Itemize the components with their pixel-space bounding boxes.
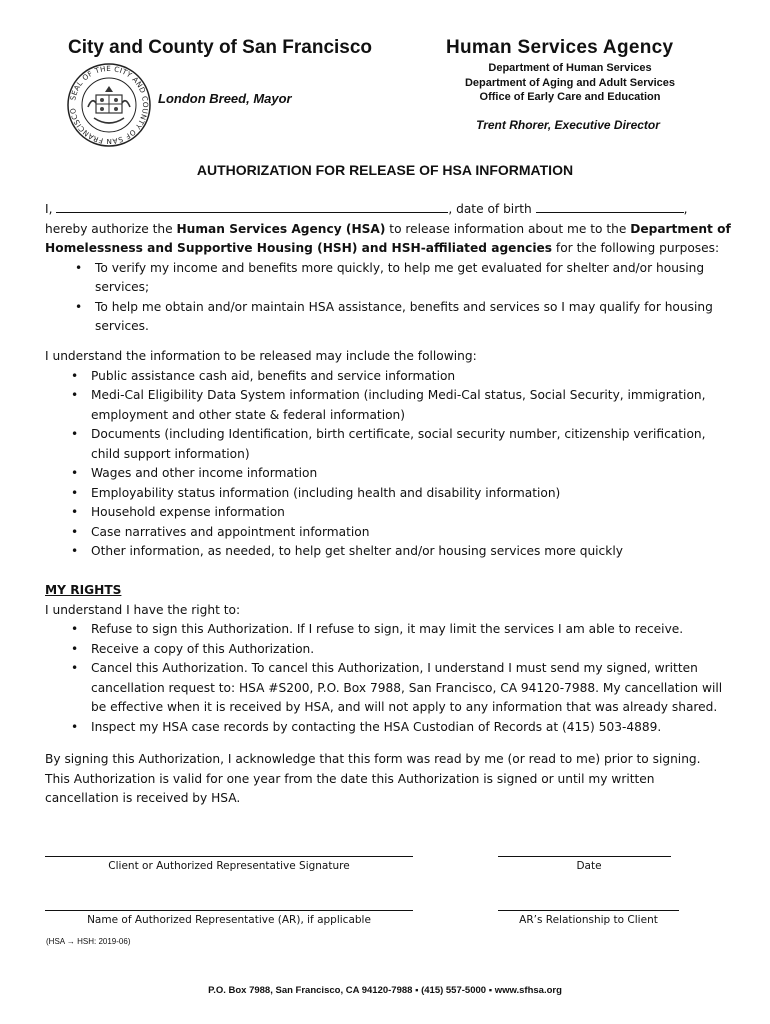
recipient-line xyxy=(45,239,735,259)
seal-text: SEAL OF THE CITY AND COUNTY OF SAN FRANCISCO xyxy=(68,63,151,147)
list-item: • Medi-Cal Eligibility Data System information (including Medi-Cal status, Social Security, immigration, employment and other state & federal information) xyxy=(91,386,727,425)
city-title: City and County of San Francisco xyxy=(68,37,373,58)
rights-list xyxy=(91,620,727,737)
purpose-list xyxy=(95,259,725,337)
list-item: • Case narratives and appointment information xyxy=(91,523,727,543)
ar-name-field[interactable] xyxy=(45,910,413,911)
acknowledgement-text: By signing this Authorization, I acknowledge that this form was read by me (or read to me) prior to signing. This Authorization is valid for one year from the date this Authorization is signed or until my written cancellation is received by HSA. xyxy=(45,752,701,805)
date-label: Date xyxy=(576,860,602,872)
rights-section xyxy=(45,581,735,737)
city-seal-icon xyxy=(66,62,152,148)
info-section xyxy=(45,347,735,562)
date-of-birth-field[interactable] xyxy=(536,200,684,213)
list-item: • Other information, as needed, to help get shelter and/or housing services more quickly xyxy=(91,542,727,562)
intro-text: for the following purposes: xyxy=(552,241,720,255)
date-field[interactable] xyxy=(498,856,671,857)
intro-text: hereby authorize the xyxy=(45,221,177,236)
list-item: • Inspect my HSA case records by contacting the HSA Custodian of Records at (415) 503-4889. xyxy=(91,718,727,738)
ar-name-label: Name of Authorized Representative (AR), if applicable xyxy=(87,914,371,926)
name-dob-line xyxy=(45,200,735,220)
list-item: • Wages and other income information xyxy=(91,464,727,484)
executive-director: Trent Rhorer, Executive Director xyxy=(476,118,660,132)
list-item: • To verify my income and benefits more quickly, to help me get evaluated for shelter and/or housing services; xyxy=(95,259,725,298)
list-item: • To help me obtain and/or maintain HSA assistance, benefits and services so I may qualify for housing services. xyxy=(95,298,725,337)
list-item: • Documents (including Identification, birth certificate, social security number, citizenship verification, child support information) xyxy=(91,425,727,464)
dob-label: , date of birth xyxy=(448,202,532,216)
list-item: • Employability status information (including health and disability information) xyxy=(91,484,727,504)
recipient-agencies: Homelessness and Supportive Housing (HSH) and HSH-affiliated agencies xyxy=(45,241,553,255)
list-item: • Public assistance cash aid, benefits and service information xyxy=(91,367,727,387)
client-signature-label: Client or Authorized Representative Signature xyxy=(108,860,350,872)
list-item: • Refuse to sign this Authorization. If I refuse to sign, it may limit the services I am able to receive. xyxy=(91,620,727,640)
rights-lead: I understand I have the right to: xyxy=(45,602,241,617)
info-lead: I understand the information to be released may include the following: xyxy=(45,349,477,363)
ar-relationship-field[interactable] xyxy=(498,910,679,911)
ar-relationship-label: AR’s Relationship to Client xyxy=(519,914,658,926)
department-line: Department of Aging and Adult Services xyxy=(464,77,676,89)
footer-address: P.O. Box 7988, San Francisco, CA 94120-7988 ▪ (415) 557-5000 ▪ www.sfhsa.org xyxy=(208,985,562,996)
name-field[interactable] xyxy=(56,200,448,213)
list-item: • Receive a copy of this Authorization. xyxy=(91,640,727,660)
form-code: (HSA → HSH: 2019-06) xyxy=(46,937,131,946)
info-list xyxy=(91,367,727,562)
rights-heading: MY RIGHTS xyxy=(45,583,122,597)
list-item: • Cancel this Authorization. To cancel this Authorization, I understand I must send my signed, written cancellation request to: HSA #S200, P.O. Box 7988, San Francisco, CA 94120-7988. My cancellation will be effective when it is received by HSA, and will not apply to any information that was already shared. xyxy=(91,659,727,718)
mayor-name: London Breed, Mayor xyxy=(158,91,292,106)
recipient-department: Department of xyxy=(630,221,731,236)
authorize-line xyxy=(45,220,735,240)
intro-text: to release information about me to the xyxy=(385,221,631,236)
form-title: AUTHORIZATION FOR RELEASE OF HSA INFORMATION xyxy=(196,162,574,178)
client-signature-field[interactable] xyxy=(45,856,413,857)
agency-title: Human Services Agency xyxy=(446,37,674,58)
department-line: Department of Human Services xyxy=(488,62,652,74)
intro-prefix: I, xyxy=(45,202,53,216)
department-line: Office of Early Care and Education xyxy=(479,91,661,103)
agency-name: Human Services Agency (HSA) xyxy=(176,221,386,236)
dob-comma: , xyxy=(683,202,688,216)
list-item: • Household expense information xyxy=(91,503,727,523)
intro-section xyxy=(45,200,735,337)
